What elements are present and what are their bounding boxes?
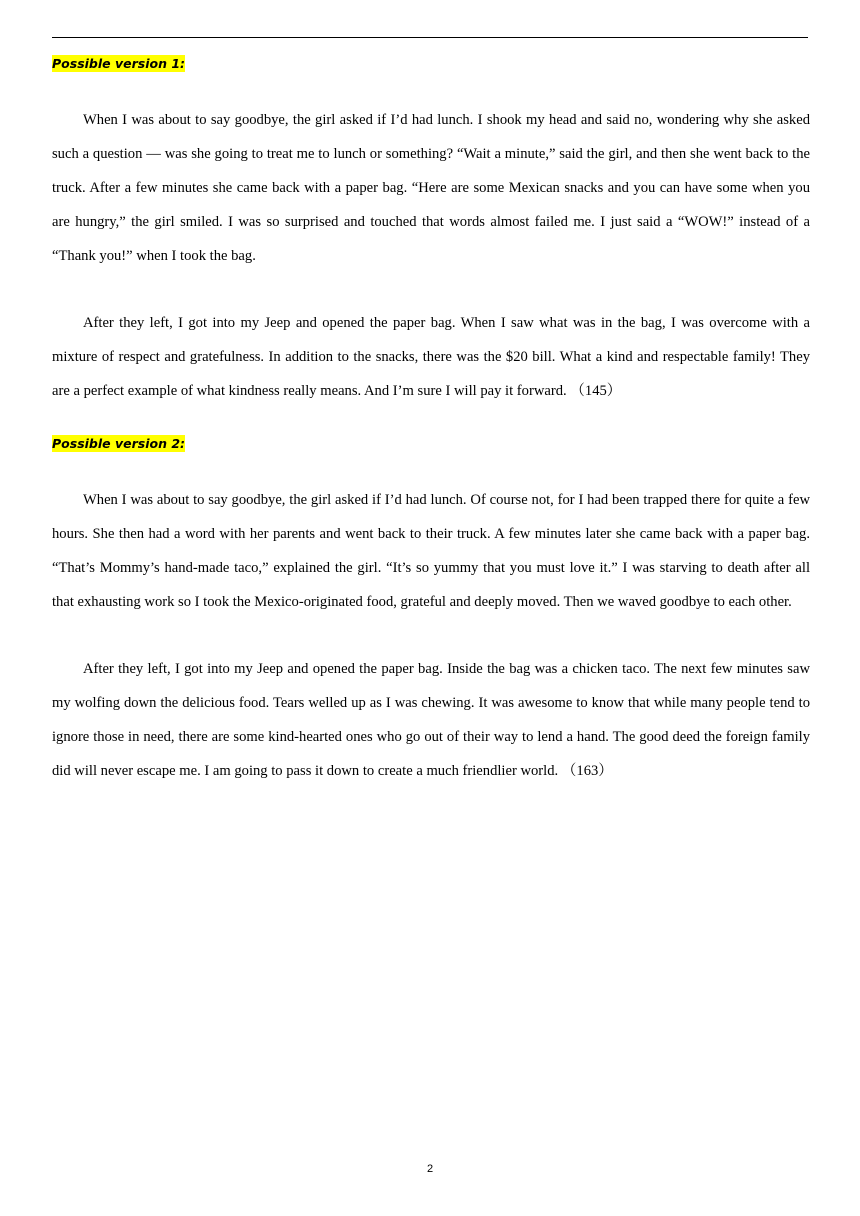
- header-rule: [52, 37, 808, 38]
- version-2-heading: [52, 433, 810, 455]
- version-1-section: [52, 53, 810, 408]
- page-content: [52, 53, 810, 788]
- version-2-paragraph-1: When I was about to say goodbye, the girl asked if I’d had lunch. Of course not, for I had been trapped there for quite a few hours. She then had a word with her parents and went back to their truck. A few minutes later she came back with a paper bag. “That’s Mommy’s hand-made taco,” explained the girl. “It’s so yummy that you must love it.” I was starving to death after all that exhausting work so I took the Mexico-originated food, grateful and deeply moved. Then we waved goodbye to each other.: [52, 492, 810, 610]
- version-1-paragraph-1: When I was about to say goodbye, the girl asked if I’d had lunch. I shook my head and said no, wondering why she asked such a question — was she going to treat me to lunch or something? “Wait a minute,” said the girl, and then she went back to the truck. After a few minutes she came back with a paper bag. “Here are some Mexican snacks and you can have some when you are hungry,” the girl smiled. I was so surprised and touched that words almost failed me. I just said a “WOW!” instead of a “Thank you!” when I took the bag.: [52, 112, 810, 264]
- page-number: 2: [426, 1163, 434, 1175]
- version-1-heading: [52, 53, 810, 75]
- version-1-paragraph-2: After they left, I got into my Jeep and opened the paper bag. When I saw what was in the bag, I was overcome with a mixture of respect and gratefulness. In addition to the snacks, there was the $20 bill. What a kind and respectable family! They are a perfect example of what kindness really means. And I’m sure I will pay it forward. （145）: [52, 315, 810, 399]
- version-2-section: [52, 433, 810, 788]
- version-2-paragraph-2: After they left, I got into my Jeep and opened the paper bag. Inside the bag was a chicken taco. The next few minutes saw my wolfing down the delicious food. Tears welled up as I was chewing. It was awesome to know that while many people tend to ignore those in need, there are some kind-hearted ones who go out of their way to lend a hand. The good deed the foreign family did will never escape me. I am going to pass it down to create a much friendlier world. （163）: [52, 661, 810, 779]
- version-1-heading-label: Possible version 1:: [52, 56, 186, 71]
- version-2-heading-label: Possible version 2:: [52, 436, 186, 451]
